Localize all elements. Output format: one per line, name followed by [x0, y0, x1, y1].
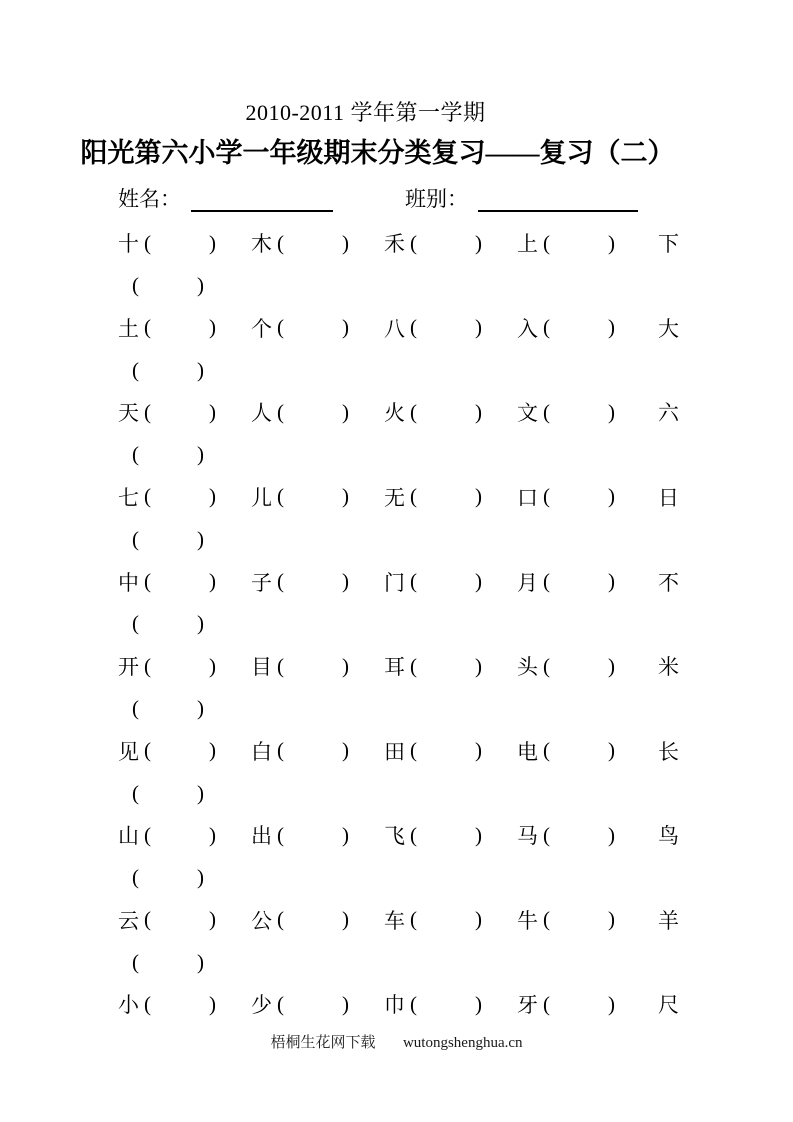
answer-blank[interactable]: [287, 327, 339, 328]
paren-close: ): [342, 822, 349, 847]
paren-close: ): [197, 780, 204, 805]
paren-open: (: [132, 442, 139, 467]
worksheet-line: [118, 307, 684, 349]
answer-blank[interactable]: [154, 666, 206, 667]
footer-site-url: wutongshenghua.cn: [402, 1035, 523, 1051]
paren-close: ): [608, 822, 615, 847]
char-group: [384, 820, 517, 850]
answer-blank[interactable]: [287, 666, 339, 667]
answer-blank[interactable]: [553, 750, 605, 751]
page-title: 阳光第六小学一年级期末分类复习——复习（二）: [80, 138, 675, 168]
paren-open: (: [144, 569, 151, 594]
worksheet-line: [118, 730, 684, 772]
paren-open: (: [132, 695, 139, 720]
worksheet-line: [118, 222, 684, 264]
hanzi-char: 下: [658, 232, 679, 257]
hanzi-char: 头: [517, 655, 538, 680]
hanzi-char: 牛: [517, 908, 538, 933]
paren-close: ): [342, 399, 349, 424]
paren-close: ): [475, 484, 482, 509]
paren-close: ): [608, 569, 615, 594]
paren-open: (: [543, 738, 550, 763]
paren-open: (: [132, 949, 139, 974]
hanzi-char: 目: [251, 655, 272, 680]
paren-open: (: [543, 315, 550, 340]
paren-open: (: [410, 653, 417, 678]
paren-open: (: [144, 907, 151, 932]
hanzi-char: 土: [118, 316, 139, 341]
answer-blank[interactable]: [142, 285, 194, 286]
paren-open: (: [144, 315, 151, 340]
hanzi-char: 耳: [384, 655, 405, 680]
char-group: [384, 651, 517, 681]
hanzi-char: 巾: [384, 993, 405, 1018]
paren-open: (: [543, 991, 550, 1016]
hanzi-char: 羊: [658, 908, 679, 933]
char-group: [517, 482, 650, 512]
char-group: [517, 736, 650, 766]
paren-close: ): [342, 653, 349, 678]
paren-close: ): [209, 991, 216, 1016]
answer-blank[interactable]: [420, 581, 472, 582]
hanzi-char: 十: [118, 232, 139, 257]
paren-close: ): [342, 569, 349, 594]
paren-close: ): [475, 822, 482, 847]
hanzi-char: 口: [517, 485, 538, 510]
paren-open: (: [543, 230, 550, 255]
answer-blank[interactable]: [287, 1004, 339, 1005]
hanzi-char: 米: [658, 655, 679, 680]
answer-blank[interactable]: [553, 496, 605, 497]
char-group: [251, 905, 384, 935]
hanzi-char: 山: [118, 824, 139, 849]
paren-close: ): [197, 865, 204, 890]
hanzi-char: 儿: [251, 485, 272, 510]
char-group: [517, 313, 650, 343]
paren-open: (: [277, 399, 284, 424]
answer-blank[interactable]: [420, 666, 472, 667]
hanzi-char: 长: [658, 739, 679, 764]
paren-close: ): [197, 442, 204, 467]
answer-blank[interactable]: [154, 327, 206, 328]
char-group: [251, 736, 384, 766]
char-group: [251, 567, 384, 597]
hanzi-char: 火: [384, 401, 405, 426]
worksheet-wrap-line: [118, 941, 684, 983]
paren-close: ): [475, 738, 482, 763]
hanzi-char: 上: [517, 232, 538, 257]
char-group: [384, 397, 517, 427]
char-group: [251, 397, 384, 427]
name-class-row: [118, 186, 638, 212]
answer-blank[interactable]: [154, 919, 206, 920]
paren-close: ): [475, 907, 482, 932]
worksheet-wrap-line: [118, 603, 684, 645]
paren-open: (: [144, 230, 151, 255]
paren-open: (: [543, 653, 550, 678]
char-group: [251, 651, 384, 681]
char-group: [384, 313, 517, 343]
answer-blank[interactable]: [420, 412, 472, 413]
paren-close: ): [608, 991, 615, 1016]
paren-close: ): [475, 653, 482, 678]
answer-blank[interactable]: [287, 243, 339, 244]
paren-close: ): [475, 991, 482, 1016]
hanzi-char: 七: [118, 485, 139, 510]
hanzi-char: 人: [251, 401, 272, 426]
paren-open: (: [277, 653, 284, 678]
paren-close: ): [209, 738, 216, 763]
hanzi-char: 木: [251, 232, 272, 257]
hanzi-char: 马: [517, 824, 538, 849]
hanzi-char: 六: [658, 401, 679, 426]
paren-open: (: [132, 780, 139, 805]
answer-blank[interactable]: [287, 581, 339, 582]
char-group: [251, 820, 384, 850]
answer-blank[interactable]: [420, 835, 472, 836]
char-group: [517, 905, 650, 935]
paren-close: ): [209, 907, 216, 932]
char-group: [384, 567, 517, 597]
paren-open: (: [543, 484, 550, 509]
answer-blank[interactable]: [287, 412, 339, 413]
paren-open: (: [277, 230, 284, 255]
paren-close: ): [342, 907, 349, 932]
hanzi-char: 少: [251, 993, 272, 1018]
answer-blank[interactable]: [420, 327, 472, 328]
paren-open: (: [410, 569, 417, 594]
paren-open: (: [410, 822, 417, 847]
worksheet-rows: [118, 222, 684, 1026]
answer-blank[interactable]: [553, 243, 605, 244]
paren-open: (: [277, 822, 284, 847]
answer-blank[interactable]: [420, 496, 472, 497]
answer-blank[interactable]: [154, 412, 206, 413]
paren-open: (: [277, 991, 284, 1016]
paren-open: (: [132, 611, 139, 636]
answer-blank[interactable]: [287, 496, 339, 497]
char-group: [251, 228, 384, 258]
paren-close: ): [608, 315, 615, 340]
char-group: [517, 651, 650, 681]
answer-blank[interactable]: [553, 666, 605, 667]
paren-open: (: [543, 907, 550, 932]
paren-open: (: [132, 865, 139, 890]
hanzi-char: 大: [658, 316, 679, 341]
paren-open: (: [277, 569, 284, 594]
answer-blank[interactable]: [142, 877, 194, 878]
footer-site-name: 梧桐生花网下载: [270, 1035, 376, 1051]
paren-open: (: [410, 230, 417, 255]
char-group: [517, 397, 650, 427]
char-group: [118, 989, 251, 1019]
char-group: [118, 228, 251, 258]
answer-blank[interactable]: [420, 750, 472, 751]
hanzi-char: 白: [251, 739, 272, 764]
answer-blank[interactable]: [287, 919, 339, 920]
paren-close: ): [209, 822, 216, 847]
answer-blank[interactable]: [287, 835, 339, 836]
answer-blank[interactable]: [553, 327, 605, 328]
paren-open: (: [410, 484, 417, 509]
paren-close: ): [475, 315, 482, 340]
paren-close: ): [209, 230, 216, 255]
paren-close: ): [197, 357, 204, 382]
char-group: [118, 736, 251, 766]
hanzi-char: 入: [517, 316, 538, 341]
hanzi-char: 个: [251, 316, 272, 341]
hanzi-char: 电: [517, 739, 538, 764]
answer-blank[interactable]: [420, 1004, 472, 1005]
answer-blank[interactable]: [420, 919, 472, 920]
paren-close: ): [209, 484, 216, 509]
answer-blank[interactable]: [420, 243, 472, 244]
paren-close: ): [608, 653, 615, 678]
char-group: [118, 651, 251, 681]
paren-open: (: [144, 991, 151, 1016]
paren-open: (: [277, 315, 284, 340]
answer-blank[interactable]: [553, 1004, 605, 1005]
hanzi-char: 文: [517, 401, 538, 426]
char-group: [517, 820, 650, 850]
paren-close: ): [342, 991, 349, 1016]
char-group: [517, 228, 650, 258]
paren-close: ): [342, 230, 349, 255]
answer-blank[interactable]: [154, 581, 206, 582]
hanzi-char: 云: [118, 908, 139, 933]
paren-close: ): [209, 315, 216, 340]
paren-close: ): [197, 272, 204, 297]
name-label: 姓名：: [118, 187, 181, 211]
hanzi-char: 飞: [384, 824, 405, 849]
paren-open: (: [410, 399, 417, 424]
paren-close: ): [209, 653, 216, 678]
class-field[interactable]: [478, 186, 638, 212]
paren-close: ): [475, 569, 482, 594]
worksheet-wrap-line: [118, 518, 684, 560]
char-group: [384, 228, 517, 258]
hanzi-char: 月: [517, 570, 538, 595]
hanzi-char: 无: [384, 485, 405, 510]
char-group: [118, 313, 251, 343]
paren-open: (: [144, 822, 151, 847]
answer-blank[interactable]: [142, 708, 194, 709]
hanzi-char: 子: [251, 570, 272, 595]
hanzi-char: 公: [251, 908, 272, 933]
worksheet-wrap-line: [118, 264, 684, 306]
paren-close: ): [197, 611, 204, 636]
paren-close: ): [197, 695, 204, 720]
paren-close: ): [342, 315, 349, 340]
answer-blank[interactable]: [553, 581, 605, 582]
paren-open: (: [132, 526, 139, 551]
paren-close: ): [608, 484, 615, 509]
paren-close: ): [608, 399, 615, 424]
worksheet-line: [118, 983, 684, 1025]
paren-open: (: [543, 569, 550, 594]
hanzi-char: 小: [118, 993, 139, 1018]
worksheet-wrap-line: [118, 349, 684, 391]
paren-open: (: [277, 907, 284, 932]
hanzi-char: 中: [118, 570, 139, 595]
paren-open: (: [132, 357, 139, 382]
answer-blank[interactable]: [154, 835, 206, 836]
answer-blank[interactable]: [142, 793, 194, 794]
answer-blank[interactable]: [154, 496, 206, 497]
paren-close: ): [475, 230, 482, 255]
answer-blank[interactable]: [154, 243, 206, 244]
char-group: [118, 482, 251, 512]
char-group: [118, 397, 251, 427]
char-group: [118, 567, 251, 597]
hanzi-char: 门: [384, 570, 405, 595]
paren-open: (: [144, 399, 151, 424]
char-group: [517, 989, 650, 1019]
hanzi-char: 牙: [517, 993, 538, 1018]
paren-open: (: [277, 738, 284, 763]
paren-open: (: [410, 907, 417, 932]
answer-blank[interactable]: [553, 919, 605, 920]
char-group: [384, 482, 517, 512]
char-group: [251, 313, 384, 343]
worksheet-wrap-line: [118, 856, 684, 898]
paren-close: ): [209, 399, 216, 424]
char-group: [517, 567, 650, 597]
paren-close: ): [342, 484, 349, 509]
paren-close: ): [608, 907, 615, 932]
answer-blank[interactable]: [287, 750, 339, 751]
paren-open: (: [277, 484, 284, 509]
paren-close: ): [475, 399, 482, 424]
paren-close: ): [608, 230, 615, 255]
hanzi-char: 鸟: [658, 824, 679, 849]
char-group: [251, 989, 384, 1019]
hanzi-char: 车: [384, 908, 405, 933]
char-group: [251, 482, 384, 512]
hanzi-char: 不: [658, 570, 679, 595]
paren-close: ): [342, 738, 349, 763]
answer-blank[interactable]: [142, 623, 194, 624]
char-group: [384, 989, 517, 1019]
hanzi-char: 开: [118, 655, 139, 680]
worksheet-wrap-line: [118, 772, 684, 814]
paren-close: ): [197, 526, 204, 551]
semester-heading: 2010-2011 学年第一学期: [245, 100, 486, 125]
answer-blank[interactable]: [142, 962, 194, 963]
paren-close: ): [197, 949, 204, 974]
answer-blank[interactable]: [142, 454, 194, 455]
answer-blank[interactable]: [154, 1004, 206, 1005]
answer-blank[interactable]: [553, 835, 605, 836]
paren-open: (: [132, 272, 139, 297]
char-group: [384, 736, 517, 766]
paren-close: ): [608, 738, 615, 763]
hanzi-char: 八: [384, 316, 405, 341]
answer-blank[interactable]: [142, 539, 194, 540]
hanzi-char: 天: [118, 401, 139, 426]
worksheet-line: [118, 814, 684, 856]
char-group: [118, 820, 251, 850]
worksheet-line: [118, 560, 684, 602]
paren-open: (: [410, 991, 417, 1016]
name-field[interactable]: [191, 186, 333, 212]
worksheet-wrap-line: [118, 687, 684, 729]
paren-open: (: [144, 738, 151, 763]
footer: [0, 1033, 793, 1053]
hanzi-char: 日: [658, 485, 679, 510]
paren-open: (: [410, 315, 417, 340]
paren-open: (: [410, 738, 417, 763]
worksheet-line: [118, 645, 684, 687]
paren-open: (: [543, 399, 550, 424]
worksheet-line: [118, 899, 684, 941]
char-group: [118, 905, 251, 935]
answer-blank[interactable]: [154, 750, 206, 751]
answer-blank[interactable]: [142, 370, 194, 371]
hanzi-char: 田: [384, 739, 405, 764]
worksheet-line: [118, 476, 684, 518]
class-label: 班别：: [405, 187, 468, 211]
paren-close: ): [209, 569, 216, 594]
worksheet-wrap-line: [118, 433, 684, 475]
answer-blank[interactable]: [553, 412, 605, 413]
hanzi-char: 见: [118, 739, 139, 764]
worksheet-line: [118, 391, 684, 433]
paren-open: (: [144, 653, 151, 678]
paren-open: (: [543, 822, 550, 847]
hanzi-char: 尺: [658, 993, 679, 1018]
paren-open: (: [144, 484, 151, 509]
hanzi-char: 出: [251, 824, 272, 849]
hanzi-char: 禾: [384, 232, 405, 257]
char-group: [384, 905, 517, 935]
